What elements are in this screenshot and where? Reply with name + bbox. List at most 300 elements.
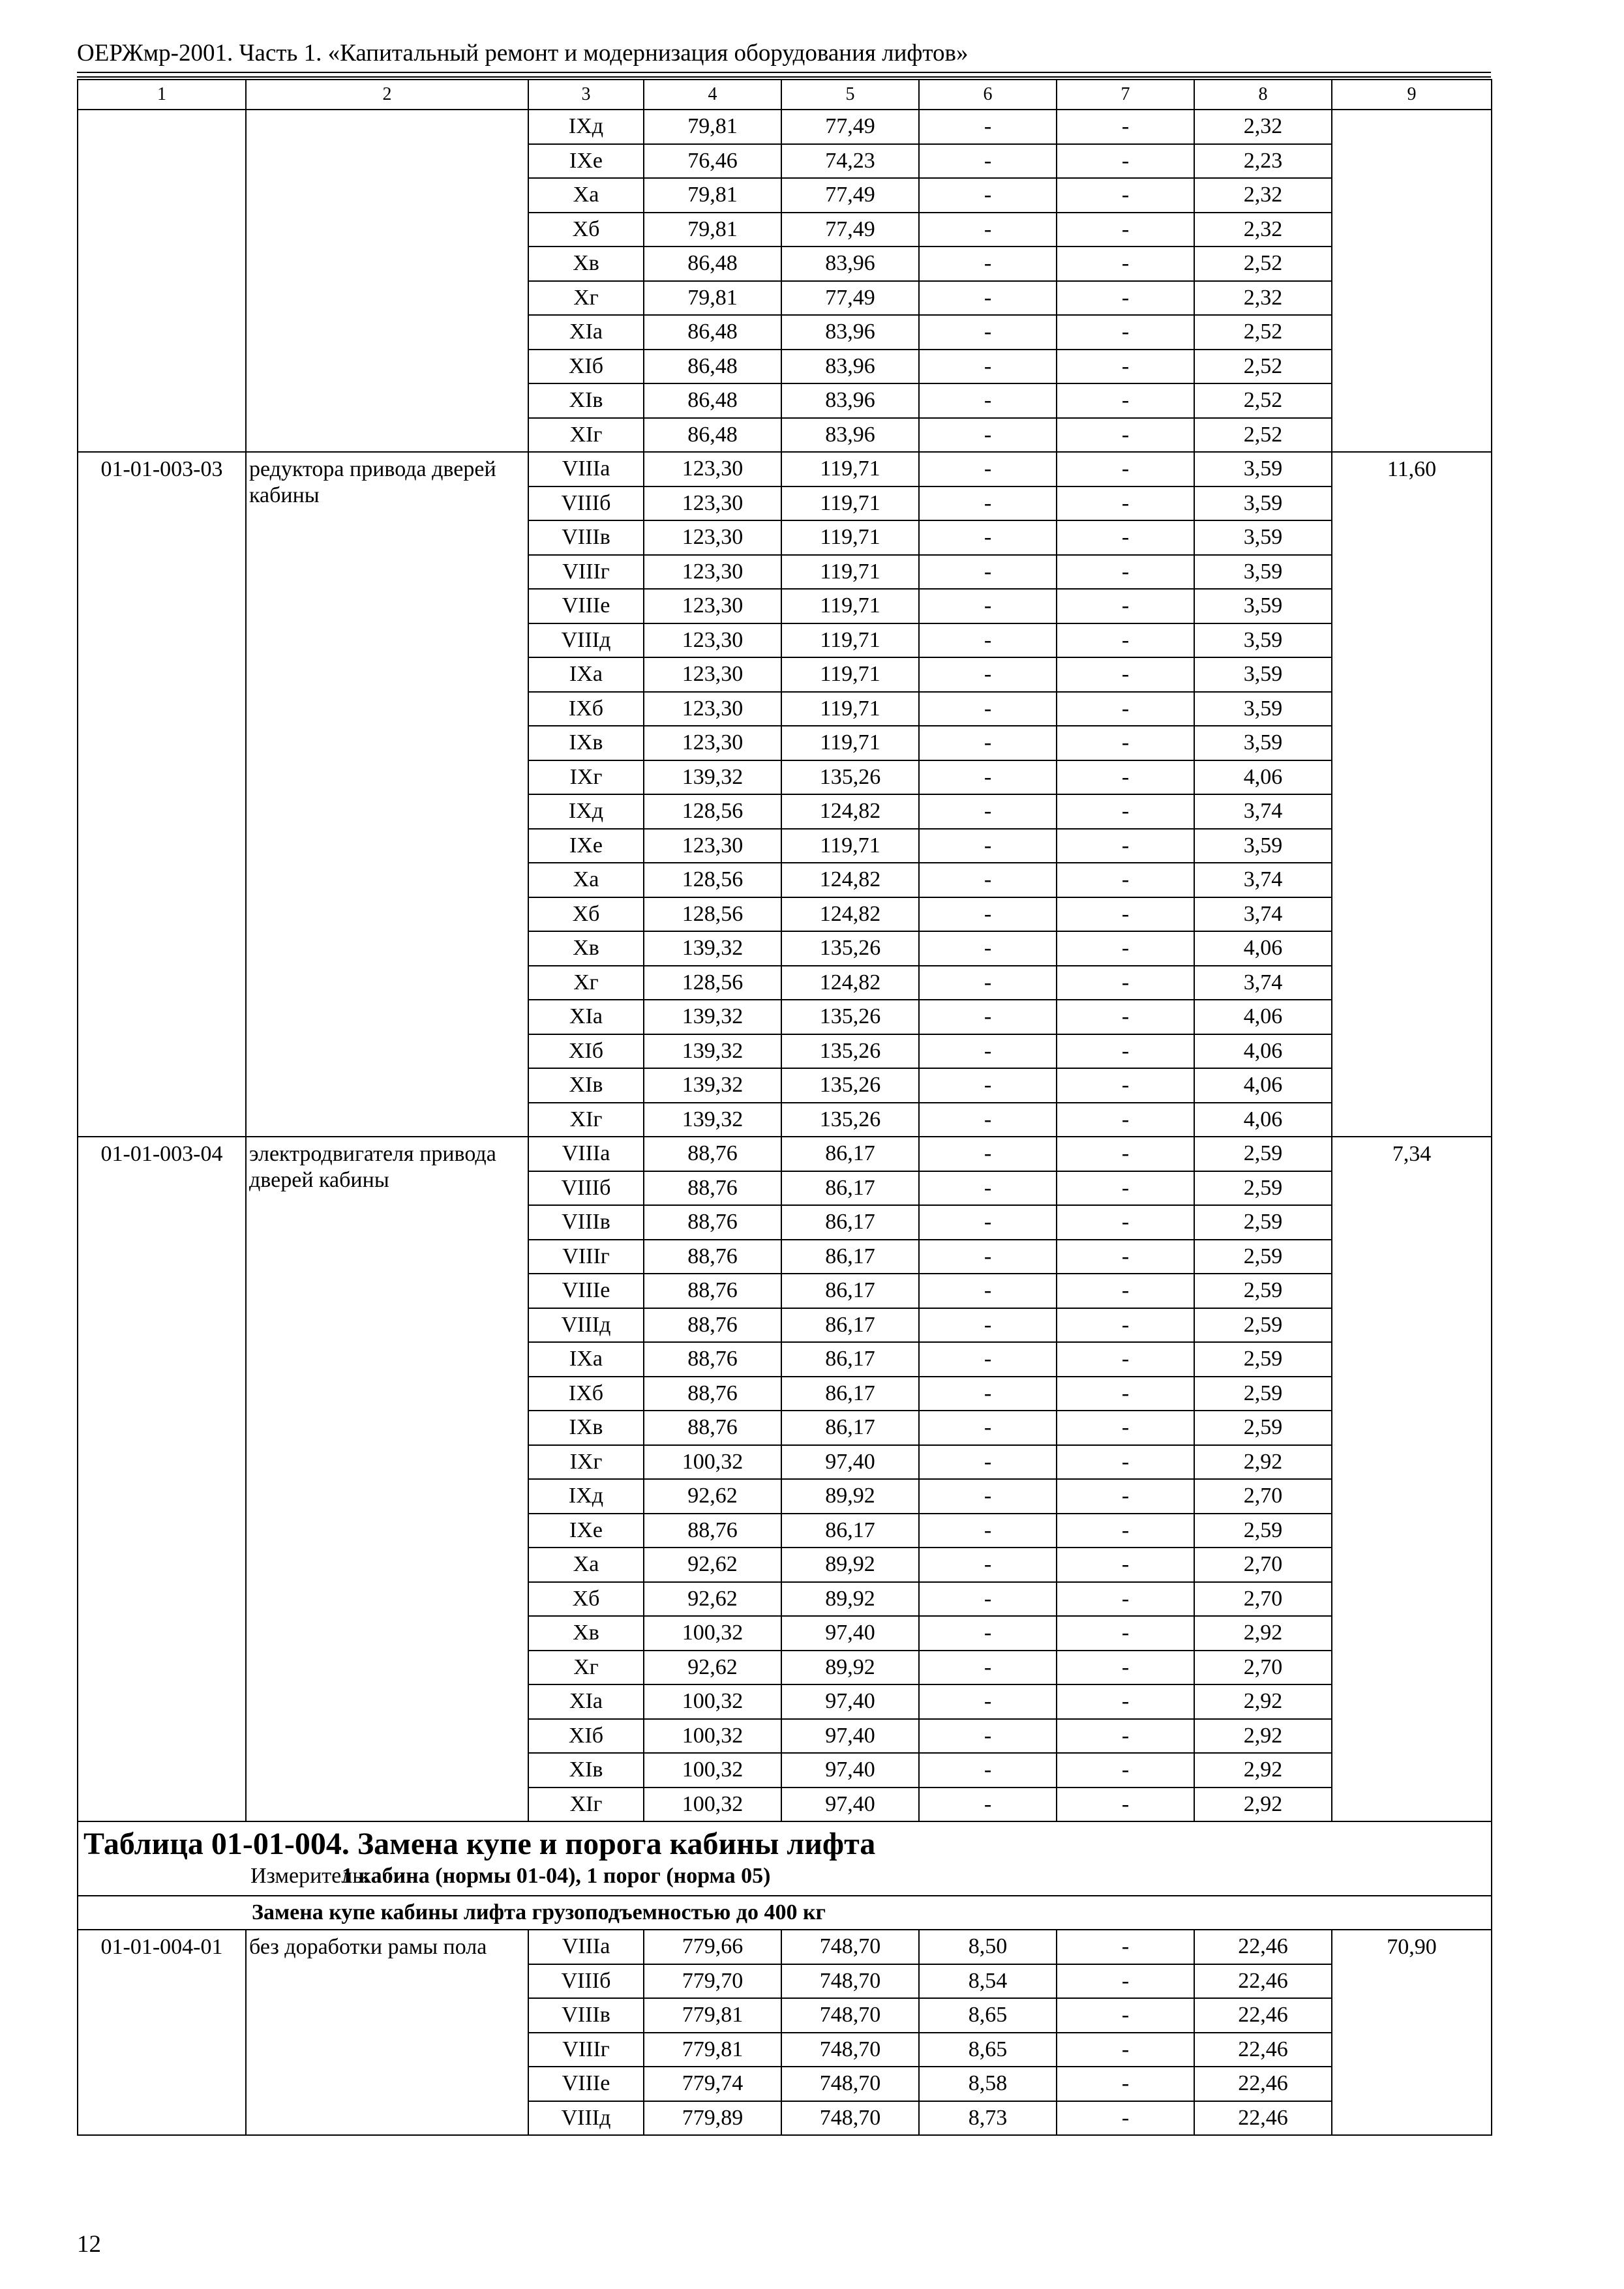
table-cell: VIIIг: [528, 2033, 644, 2067]
table-cell: XIа: [528, 315, 644, 350]
table-cell: VIIIа: [528, 1137, 644, 1171]
table-cell: -: [919, 1377, 1057, 1411]
table-cell: -: [1057, 1719, 1194, 1754]
table-cell: 86,17: [781, 1240, 919, 1274]
table-cell: VIIIб: [528, 486, 644, 521]
table-cell: 74,23: [781, 144, 919, 179]
table-cell: VIIIб: [528, 1964, 644, 1999]
table-cell: -: [919, 418, 1057, 453]
table-cell: 779,89: [644, 2101, 781, 2136]
table-cell: 123,30: [644, 589, 781, 623]
table-cell: 4,06: [1194, 1068, 1332, 1103]
page-number: 12: [77, 2231, 101, 2258]
table-cell: VIIIа: [528, 452, 644, 486]
table-cell: 3,59: [1194, 486, 1332, 521]
table-cell: 124,82: [781, 897, 919, 932]
table-cell: 2,70: [1194, 1651, 1332, 1685]
table-cell: 86,17: [781, 1137, 919, 1171]
table-cell: 86,17: [781, 1377, 919, 1411]
table-cell: 2,52: [1194, 383, 1332, 418]
table-cell: 4,06: [1194, 931, 1332, 966]
table-cell: 123,30: [644, 520, 781, 555]
table-cell: -: [1057, 726, 1194, 760]
table-cell: 3,59: [1194, 520, 1332, 555]
table-cell: -: [919, 144, 1057, 179]
table-cell: -: [1057, 1274, 1194, 1308]
table-cell: XIа: [528, 1000, 644, 1034]
table-cell: 3,74: [1194, 966, 1332, 1000]
table-cell: 2,59: [1194, 1137, 1332, 1171]
table-cell: 83,96: [781, 315, 919, 350]
table-cell: 119,71: [781, 452, 919, 486]
table-cell: 748,70: [781, 1930, 919, 1964]
table-cell: -: [919, 1788, 1057, 1822]
table-cell: -: [919, 555, 1057, 590]
column-number-row: [78, 80, 1492, 110]
table-cell: 123,30: [644, 726, 781, 760]
table-cell: -: [919, 1342, 1057, 1377]
rate-total: 7,34: [1332, 1137, 1492, 1821]
table-cell: -: [919, 1753, 1057, 1788]
table-cell: 92,62: [644, 1479, 781, 1514]
table-cell: -: [1057, 1240, 1194, 1274]
measure-row: [78, 1863, 1492, 1896]
table-cell: 83,96: [781, 418, 919, 453]
table-cell: 86,17: [781, 1342, 919, 1377]
table-cell: 779,81: [644, 1998, 781, 2033]
table-cell: -: [919, 897, 1057, 932]
table-cell: -: [1057, 383, 1194, 418]
table-cell: 2,59: [1194, 1411, 1332, 1445]
table-cell: -: [1057, 1479, 1194, 1514]
table-cell: -: [919, 1616, 1057, 1651]
table-cell: -: [1057, 144, 1194, 179]
table-cell: -: [1057, 760, 1194, 795]
table-cell: 139,32: [644, 1000, 781, 1034]
table-cell: -: [919, 281, 1057, 316]
table-cell: 119,71: [781, 623, 919, 658]
table-cell: 2,32: [1194, 178, 1332, 213]
table-cell: 139,32: [644, 1068, 781, 1103]
table-cell: 88,76: [644, 1137, 781, 1171]
table-cell: 8,58: [919, 2067, 1057, 2101]
table-cell: 119,71: [781, 692, 919, 726]
table-cell: -: [919, 178, 1057, 213]
table-cell: 3,74: [1194, 794, 1332, 829]
table-cell: -: [1057, 589, 1194, 623]
table-cell: 139,32: [644, 1103, 781, 1137]
measure-cell: [78, 1863, 1492, 1896]
table-cell: 100,32: [644, 1788, 781, 1822]
table-cell: 3,59: [1194, 692, 1332, 726]
table-cell: -: [919, 726, 1057, 760]
table-cell: -: [1057, 1411, 1194, 1445]
table-cell: -: [919, 623, 1057, 658]
table-cell: 100,32: [644, 1616, 781, 1651]
table-cell: IXг: [528, 760, 644, 795]
table-cell: 86,17: [781, 1171, 919, 1206]
column-number: 9: [1332, 80, 1492, 110]
table-cell: 88,76: [644, 1514, 781, 1548]
table-cell: 88,76: [644, 1274, 781, 1308]
table-cell: 4,06: [1194, 1000, 1332, 1034]
table-cell: 76,46: [644, 144, 781, 179]
table-cell: 2,59: [1194, 1377, 1332, 1411]
table-cell: 779,81: [644, 2033, 781, 2067]
table-cell: -: [919, 966, 1057, 1000]
table-cell: -: [1057, 555, 1194, 590]
table-cell: VIIIв: [528, 520, 644, 555]
table-cell: -: [1057, 931, 1194, 966]
table-cell: -: [919, 1171, 1057, 1206]
table-cell: 135,26: [781, 760, 919, 795]
table-cell: 2,32: [1194, 281, 1332, 316]
table-cell: -: [919, 213, 1057, 247]
table-cell: -: [1057, 1445, 1194, 1480]
table-cell: 128,56: [644, 897, 781, 932]
table-cell: 3,59: [1194, 589, 1332, 623]
table-cell: 2,32: [1194, 213, 1332, 247]
table-cell: VIIIе: [528, 589, 644, 623]
table-cell: -: [1057, 1000, 1194, 1034]
table-cell: Xа: [528, 178, 644, 213]
table-cell: 86,17: [781, 1308, 919, 1343]
table-cell: -: [1057, 794, 1194, 829]
table-cell: 97,40: [781, 1684, 919, 1719]
table-cell: -: [919, 1445, 1057, 1480]
table-cell: -: [1057, 1964, 1194, 1999]
rate-code: 01-01-003-04: [78, 1137, 246, 1821]
table-cell: -: [919, 931, 1057, 966]
table-cell: IXв: [528, 1411, 644, 1445]
table-cell: 77,49: [781, 110, 919, 144]
table-cell: VIIIг: [528, 1240, 644, 1274]
table-cell: 124,82: [781, 794, 919, 829]
table-cell: 22,46: [1194, 1930, 1332, 1964]
table-cell: Xб: [528, 1582, 644, 1617]
rate-name: без доработки рамы пола: [246, 1930, 528, 2135]
table-cell: -: [1057, 1205, 1194, 1240]
table-cell: VIIIд: [528, 1308, 644, 1343]
table-cell: 2,52: [1194, 418, 1332, 453]
table-cell: 119,71: [781, 486, 919, 521]
table-cell: Xа: [528, 1548, 644, 1582]
table-cell: -: [919, 110, 1057, 144]
table-cell: 100,32: [644, 1684, 781, 1719]
table-cell: 79,81: [644, 178, 781, 213]
table-cell: -: [919, 1582, 1057, 1617]
table-cell: -: [1057, 1377, 1194, 1411]
table-cell: 119,71: [781, 726, 919, 760]
table-cell: 86,17: [781, 1205, 919, 1240]
table-cell: -: [919, 1651, 1057, 1685]
table-cell: 2,59: [1194, 1274, 1332, 1308]
table-cell: VIIIд: [528, 623, 644, 658]
table-cell: 86,48: [644, 418, 781, 453]
table-cell: 748,70: [781, 1998, 919, 2033]
table-cell: -: [919, 247, 1057, 281]
table-cell: 2,59: [1194, 1171, 1332, 1206]
table-cell: -: [1057, 1171, 1194, 1206]
table-cell: 2,70: [1194, 1582, 1332, 1617]
table-cell: -: [1057, 520, 1194, 555]
table-cell: 123,30: [644, 452, 781, 486]
table-cell: 779,66: [644, 1930, 781, 1964]
table-cell: XIв: [528, 1068, 644, 1103]
table-cell: 2,70: [1194, 1548, 1332, 1582]
table-cell: -: [1057, 1684, 1194, 1719]
table-cell: VIIIе: [528, 2067, 644, 2101]
table-cell: 22,46: [1194, 1998, 1332, 2033]
column-number: 2: [246, 80, 528, 110]
table-cell: -: [919, 1137, 1057, 1171]
table-cell: 124,82: [781, 966, 919, 1000]
table-cell: 139,32: [644, 1034, 781, 1069]
table-cell: 128,56: [644, 966, 781, 1000]
table-cell: 97,40: [781, 1719, 919, 1754]
table-cell: 135,26: [781, 931, 919, 966]
table-cell: 8,65: [919, 1998, 1057, 2033]
table-cell: 97,40: [781, 1445, 919, 1480]
table-cell: Xа: [528, 863, 644, 897]
section-row: [78, 1896, 1492, 1930]
table-cell: -: [919, 486, 1057, 521]
table-cell: 139,32: [644, 760, 781, 795]
table-cell: 92,62: [644, 1548, 781, 1582]
table-cell: IXа: [528, 1342, 644, 1377]
table-cell: 779,70: [644, 1964, 781, 1999]
table-cell: 88,76: [644, 1342, 781, 1377]
table-cell: 8,73: [919, 2101, 1057, 2136]
table-cell: 128,56: [644, 794, 781, 829]
table-cell: 2,92: [1194, 1616, 1332, 1651]
table-cell: -: [919, 1719, 1057, 1754]
table-cell: -: [919, 383, 1057, 418]
column-number: 7: [1057, 80, 1194, 110]
table-cell: -: [919, 350, 1057, 384]
table-cell: 3,74: [1194, 863, 1332, 897]
table-cell: -: [1057, 1034, 1194, 1069]
table-cell: 2,52: [1194, 315, 1332, 350]
table-cell: XIг: [528, 1788, 644, 1822]
table-cell: 123,30: [644, 555, 781, 590]
table-row: [78, 110, 1492, 144]
table-cell: 779,74: [644, 2067, 781, 2101]
table-cell: 79,81: [644, 213, 781, 247]
table-cell: -: [1057, 247, 1194, 281]
table-cell: -: [1057, 966, 1194, 1000]
table-cell: -: [1057, 350, 1194, 384]
code-cell: [78, 110, 246, 452]
table-cell: 92,62: [644, 1651, 781, 1685]
table-cell: XIв: [528, 383, 644, 418]
table-cell: 123,30: [644, 692, 781, 726]
table-cell: 3,59: [1194, 726, 1332, 760]
table-cell: -: [1057, 315, 1194, 350]
table-cell: 88,76: [644, 1377, 781, 1411]
table-cell: 86,17: [781, 1411, 919, 1445]
table-cell: 100,32: [644, 1719, 781, 1754]
table-cell: 22,46: [1194, 2101, 1332, 2136]
table-cell: -: [1057, 1788, 1194, 1822]
table-cell: -: [919, 1068, 1057, 1103]
table-cell: -: [1057, 1998, 1194, 2033]
table-cell: Xг: [528, 1651, 644, 1685]
table-cell: 2,92: [1194, 1445, 1332, 1480]
table-cell: -: [1057, 1514, 1194, 1548]
table-cell: -: [919, 589, 1057, 623]
table-cell: 2,59: [1194, 1240, 1332, 1274]
table-cell: 2,92: [1194, 1719, 1332, 1754]
table-cell: 97,40: [781, 1788, 919, 1822]
table-cell: -: [919, 1548, 1057, 1582]
table-cell: XIг: [528, 418, 644, 453]
table-cell: 3,59: [1194, 657, 1332, 692]
table-cell: 89,92: [781, 1651, 919, 1685]
table-row: [78, 452, 1492, 486]
table-cell: 77,49: [781, 178, 919, 213]
table-cell: 3,59: [1194, 452, 1332, 486]
table-cell: 89,92: [781, 1582, 919, 1617]
rate-name: электродвигателя привода дверей кабины: [246, 1137, 528, 1821]
table-cell: 100,32: [644, 1445, 781, 1480]
table-cell: 89,92: [781, 1479, 919, 1514]
table-cell: Xг: [528, 281, 644, 316]
table-cell: -: [1057, 1753, 1194, 1788]
table-cell: 2,92: [1194, 1753, 1332, 1788]
table-cell: 2,92: [1194, 1788, 1332, 1822]
table-cell: 86,48: [644, 315, 781, 350]
table-cell: 135,26: [781, 1034, 919, 1069]
total-cell: [1332, 110, 1492, 452]
table-cell: -: [1057, 1137, 1194, 1171]
table-cell: 119,71: [781, 589, 919, 623]
table-cell: -: [1057, 281, 1194, 316]
table-cell: 88,76: [644, 1411, 781, 1445]
table-cell: IXе: [528, 144, 644, 179]
table-title: Таблица 01-01-004. Замена купе и порога кабины лифта: [78, 1821, 1492, 1863]
table-cell: 89,92: [781, 1548, 919, 1582]
table-cell: 79,81: [644, 281, 781, 316]
column-number: 5: [781, 80, 919, 110]
table-row: [78, 1930, 1492, 1964]
table-cell: -: [919, 1240, 1057, 1274]
table-cell: Xв: [528, 1616, 644, 1651]
table-cell: VIIIв: [528, 1998, 644, 2033]
name-cell: [246, 110, 528, 452]
table-cell: 86,48: [644, 350, 781, 384]
table-cell: -: [1057, 1308, 1194, 1343]
table-row: [78, 1137, 1492, 1171]
table-cell: 22,46: [1194, 2067, 1332, 2101]
table-cell: 86,48: [644, 247, 781, 281]
table-cell: 83,96: [781, 350, 919, 384]
table-cell: 3,74: [1194, 897, 1332, 932]
table-cell: 8,50: [919, 1930, 1057, 1964]
table-cell: 2,70: [1194, 1479, 1332, 1514]
table-cell: -: [919, 452, 1057, 486]
table-cell: -: [919, 657, 1057, 692]
table-cell: -: [1057, 1103, 1194, 1137]
header-rule-top: [77, 72, 1491, 73]
rate-name: редуктора привода дверей кабины: [246, 452, 528, 1137]
table-cell: 92,62: [644, 1582, 781, 1617]
table-cell: -: [919, 863, 1057, 897]
table-cell: IXе: [528, 1514, 644, 1548]
table-cell: 97,40: [781, 1616, 919, 1651]
table-cell: 2,23: [1194, 144, 1332, 179]
table-cell: VIIIв: [528, 1205, 644, 1240]
table-cell: 748,70: [781, 2033, 919, 2067]
table-cell: 88,76: [644, 1240, 781, 1274]
table-cell: 83,96: [781, 247, 919, 281]
column-number: 3: [528, 80, 644, 110]
table-cell: 123,30: [644, 829, 781, 863]
rates-table: [77, 79, 1492, 2136]
table-cell: 86,48: [644, 383, 781, 418]
table-cell: XIб: [528, 350, 644, 384]
table-cell: -: [1057, 213, 1194, 247]
table-cell: -: [1057, 486, 1194, 521]
table-cell: -: [919, 760, 1057, 795]
measure-line: [83, 1863, 1486, 1890]
table-cell: IXа: [528, 657, 644, 692]
table-cell: 128,56: [644, 863, 781, 897]
table-cell: 8,65: [919, 2033, 1057, 2067]
table-cell: -: [1057, 1582, 1194, 1617]
table-cell: Xв: [528, 247, 644, 281]
table-cell: -: [919, 1514, 1057, 1548]
table-cell: -: [1057, 829, 1194, 863]
table-cell: 86,17: [781, 1274, 919, 1308]
table-cell: 2,52: [1194, 350, 1332, 384]
table-cell: 119,71: [781, 555, 919, 590]
table-cell: 123,30: [644, 486, 781, 521]
header-rule-bottom: [77, 76, 1491, 78]
table-cell: IXд: [528, 794, 644, 829]
table-cell: -: [919, 1034, 1057, 1069]
table-cell: 100,32: [644, 1753, 781, 1788]
table-cell: IXв: [528, 726, 644, 760]
table-cell: Xб: [528, 897, 644, 932]
table-cell: -: [1057, 178, 1194, 213]
table-cell: 77,49: [781, 213, 919, 247]
table-cell: -: [919, 692, 1057, 726]
table-cell: 119,71: [781, 520, 919, 555]
table-cell: 2,59: [1194, 1514, 1332, 1548]
table-cell: IXг: [528, 1445, 644, 1480]
table-cell: 77,49: [781, 281, 919, 316]
table-cell: VIIIд: [528, 2101, 644, 2136]
table-cell: XIб: [528, 1719, 644, 1754]
table-cell: 88,76: [644, 1205, 781, 1240]
measure-label: Измеритель:: [250, 1864, 369, 1888]
table-cell: -: [919, 315, 1057, 350]
table-cell: -: [919, 520, 1057, 555]
table-cell: XIв: [528, 1753, 644, 1788]
rate-code: 01-01-003-03: [78, 452, 246, 1137]
column-number: 8: [1194, 80, 1332, 110]
table-cell: 4,06: [1194, 1103, 1332, 1137]
table-cell: -: [1057, 452, 1194, 486]
table-cell: 2,52: [1194, 247, 1332, 281]
table-cell: XIг: [528, 1103, 644, 1137]
table-cell: Xв: [528, 931, 644, 966]
table-cell: -: [1057, 897, 1194, 932]
table-cell: IXе: [528, 829, 644, 863]
table-cell: -: [1057, 418, 1194, 453]
table-cell: -: [1057, 1548, 1194, 1582]
